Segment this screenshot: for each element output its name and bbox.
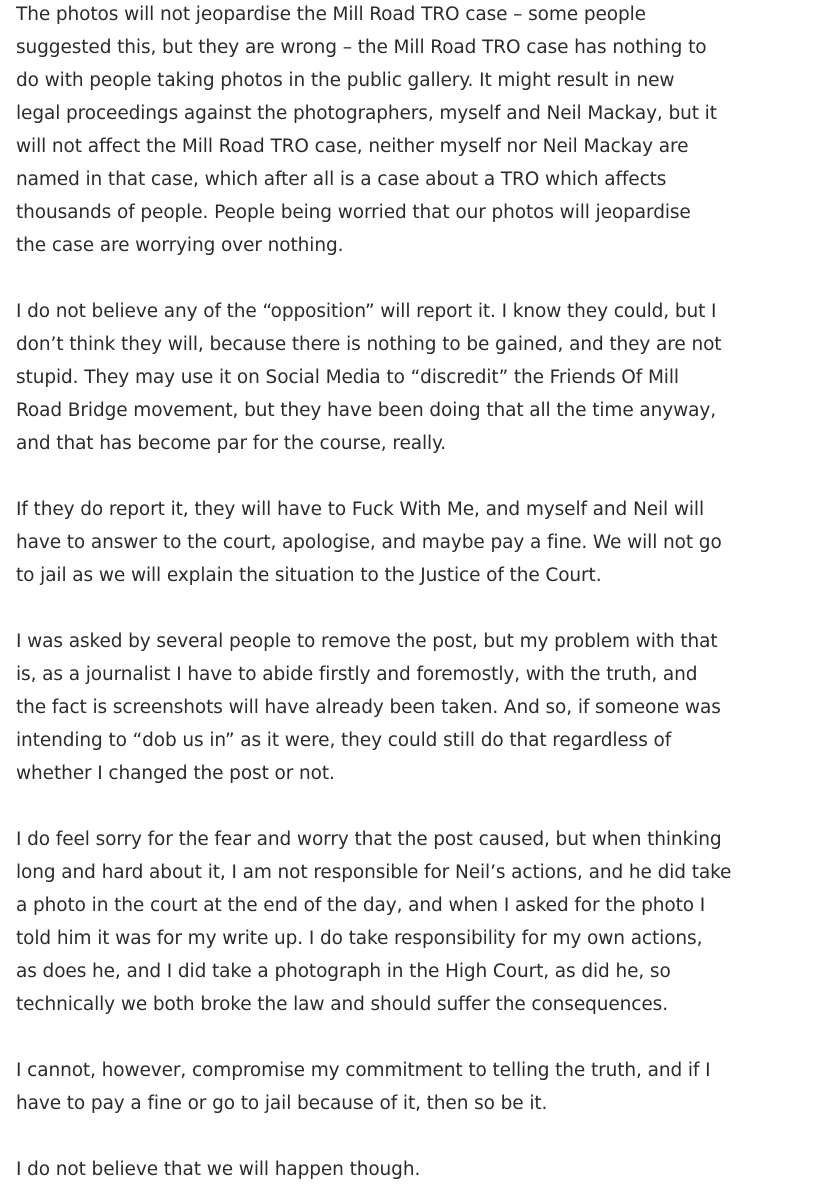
text-line: stupid. They may use it on Social Media to “discredit” the Friends Of Mill <box>16 367 679 388</box>
text-line: I do not believe any of the “opposition” will report it. I know they could, but I <box>16 301 717 322</box>
paragraph-spacer <box>16 592 816 625</box>
article-body <box>16 0 816 1186</box>
text-line: to jail as we will explain the situation to the Justice of the Court. <box>16 565 602 586</box>
paragraph-report <box>16 493 816 592</box>
paragraph-photos-tro-case <box>16 0 816 262</box>
text-line: have to pay a fine or go to jail because of it, then so be it. <box>16 1093 548 1114</box>
text-line: If they do report it, they will have to Fuck With Me, and myself and Neil will <box>16 499 705 520</box>
paragraph-opposition <box>16 295 816 460</box>
text-line: intending to “dob us in” as it were, they could still do that regardless of <box>16 730 672 751</box>
text-line: have to answer to the court, apologise, and maybe pay a fine. We will not go <box>16 532 722 553</box>
text-line: the fact is screenshots will have already been taken. And so, if someone was <box>16 697 721 718</box>
text-line: suggested this, but they are wrong – the Mill Road TRO case has nothing to <box>16 37 707 58</box>
text-line: technically we both broke the law and should suffer the consequences. <box>16 994 668 1015</box>
text-line: thousands of people. People being worried that our photos will jeopardise <box>16 202 691 223</box>
paragraph-spacer <box>16 262 816 295</box>
text-line: a photo in the court at the end of the day, and when I asked for the photo I <box>16 895 706 916</box>
text-line: long and hard about it, I am not responsible for Neil’s actions, and he did take <box>16 862 732 883</box>
text-line: The photos will not jeopardise the Mill Road TRO case – some people <box>16 4 646 25</box>
paragraph-spacer <box>16 1120 816 1153</box>
paragraph-responsibility <box>16 823 816 1021</box>
text-line: the case are worrying over nothing. <box>16 235 344 256</box>
text-line: I was asked by several people to remove the post, but my problem with that <box>16 631 718 652</box>
text-line: I cannot, however, compromise my commitment to telling the truth, and if I <box>16 1060 711 1081</box>
text-line: do with people taking photos in the public gallery. It might result in new <box>16 70 675 91</box>
text-line: named in that case, which after all is a case about a TRO which affects <box>16 169 667 190</box>
text-line: don’t think they will, because there is nothing to be gained, and they are not <box>16 334 722 355</box>
paragraph-closing <box>16 1153 816 1186</box>
paragraph-remove-post <box>16 625 816 790</box>
text-line: I do not believe that we will happen though. <box>16 1159 421 1180</box>
paragraph-commitment <box>16 1054 816 1120</box>
text-line: Road Bridge movement, but they have been doing that all the time anyway, <box>16 400 717 421</box>
text-line: is, as a journalist I have to abide firstly and foremostly, with the truth, and <box>16 664 698 685</box>
text-line: and that has become par for the course, really. <box>16 433 447 454</box>
text-line: whether I changed the post or not. <box>16 763 335 784</box>
text-line: will not affect the Mill Road TRO case, neither myself nor Neil Mackay are <box>16 136 689 157</box>
paragraph-spacer <box>16 460 816 493</box>
text-line: legal proceedings against the photographers, myself and Neil Mackay, but it <box>16 103 717 124</box>
text-line: as does he, and I did take a photograph in the High Court, as did he, so <box>16 961 671 982</box>
text-line: told him it was for my write up. I do take responsibility for my own actions, <box>16 928 703 949</box>
paragraph-spacer <box>16 1021 816 1054</box>
text-line: I do feel sorry for the fear and worry that the post caused, but when thinking <box>16 829 722 850</box>
paragraph-spacer <box>16 790 816 823</box>
